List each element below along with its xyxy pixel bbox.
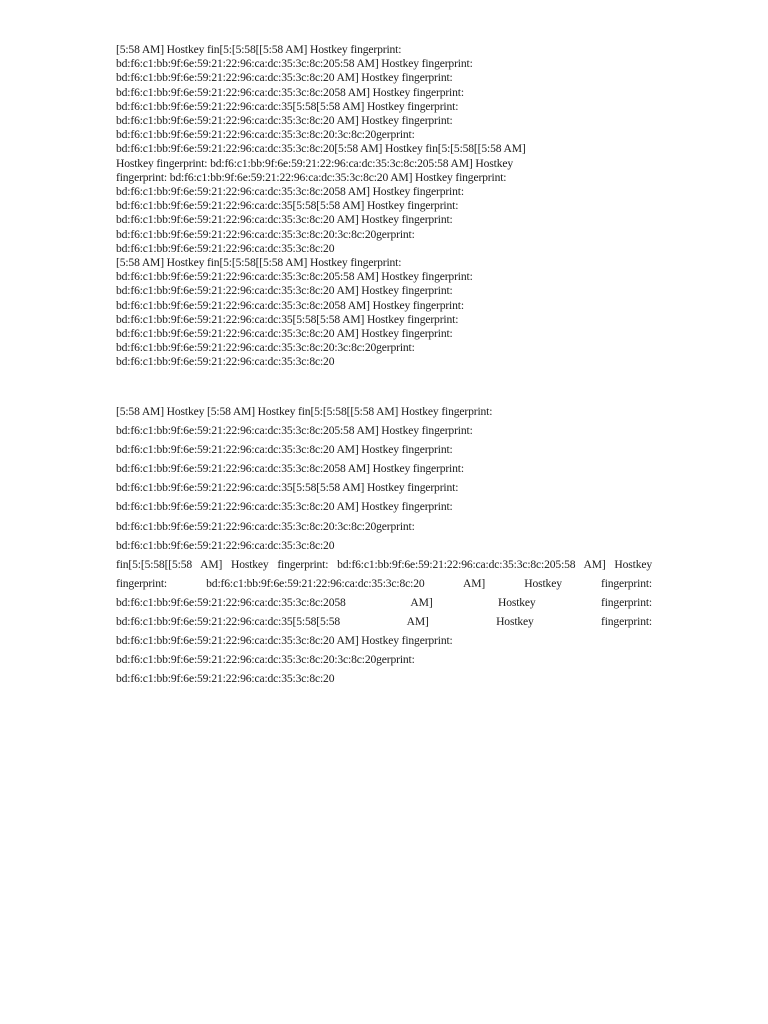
text-line: bd:f6:c1:bb:9f:6e:59:21:22:96:ca:dc:35:3c:8c:20 AM] Hostkey fingerprint:: [116, 71, 453, 85]
text-line: bd:f6:c1:bb:9f:6e:59:21:22:96:ca:dc:35:3c:8c:2058 AM] Hostkey fingerprint:: [116, 462, 464, 476]
text-line: bd:f6:c1:bb:9f:6e:59:21:22:96:ca:dc:35:3c:8c:205:58 AM] Hostkey fingerprint:: [116, 424, 473, 438]
text-line: bd:f6:c1:bb:9f:6e:59:21:22:96:ca:dc:35:3c:8c:20:3c:8c:20gerprint:: [116, 653, 415, 667]
text-line: bd:f6:c1:bb:9f:6e:59:21:22:96:ca:dc:35:3c:8c:205:58 AM] Hostkey fingerprint:: [116, 57, 473, 71]
text-line: bd:f6:c1:bb:9f:6e:59:21:22:96:ca:dc:35[5:58[5:58 AM] Hostkey fingerprint:: [116, 99, 459, 113]
text-line: bd:f6:c1:bb:9f:6e:59:21:22:96:ca:dc:35[5:58[5:58 AM] Hostkey fingerprint:: [116, 199, 459, 213]
text-line: bd:f6:c1:bb:9f:6e:59:21:22:96:ca:dc:35:3c:8c:20[5:58 AM] Hostkey fin[5:[5:58[[5:58 AM]: [116, 142, 526, 156]
text-line: bd:f6:c1:bb:9f:6e:59:21:22:96:ca:dc:35[5:58[5:58 AM] Hostkey fingerprint:: [116, 481, 459, 495]
text-line: bd:f6:c1:bb:9f:6e:59:21:22:96:ca:dc:35:3c:8c:20 AM] Hostkey fingerprint:: [116, 327, 453, 341]
text-line: bd:f6:c1:bb:9f:6e:59:21:22:96:ca:dc:35:3c:8c:20 AM] Hostkey fingerprint:: [116, 114, 453, 128]
text-line: fingerprint: bd:f6:c1:bb:9f:6e:59:21:22:96:ca:dc:35:3c:8c:20 AM] Hostkey fingerprint:: [116, 170, 507, 184]
text-line: bd:f6:c1:bb:9f:6e:59:21:22:96:ca:dc:35:3c:8c:20:3c:8c:20gerprint:: [116, 227, 415, 241]
text-block-spaced: [116, 402, 652, 688]
text-line: bd:f6:c1:bb:9f:6e:59:21:22:96:ca:dc:35:3c:8c:20 AM] Hostkey fingerprint:: [116, 500, 453, 514]
text-line: [5:58 AM] Hostkey fin[5:[5:58[[5:58 AM] Hostkey fingerprint:: [116, 256, 402, 270]
text-line: bd:f6:c1:bb:9f:6e:59:21:22:96:ca:dc:35:3c:8c:20:3c:8c:20gerprint:: [116, 128, 415, 142]
text-line: bd:f6:c1:bb:9f:6e:59:21:22:96:ca:dc:35:3c:8c:20: [116, 538, 335, 552]
text-line: Hostkey fingerprint: bd:f6:c1:bb:9f:6e:59:21:22:96:ca:dc:35:3c:8c:205:58 AM] Hostkey: [116, 156, 513, 170]
text-line: [5:58 AM] Hostkey fin[5:[5:58[[5:58 AM] Hostkey fingerprint:: [116, 43, 402, 56]
text-line: bd:f6:c1:bb:9f:6e:59:21:22:96:ca:dc:35:3c:8c:20 AM] Hostkey fingerprint:: [116, 213, 453, 227]
text-line: [5:58 AM] Hostkey [5:58 AM] Hostkey fin[5:[5:58[[5:58 AM] Hostkey fingerprint:: [116, 405, 493, 418]
text-line: bd:f6:c1:bb:9f:6e:59:21:22:96:ca:dc:35:3c:8c:2058 AM] Hostkey fingerprint:: [116, 298, 464, 312]
text-line: bd:f6:c1:bb:9f:6e:59:21:22:96:ca:dc:35:3c:8c:20: [116, 672, 335, 686]
text-line: bd:f6:c1:bb:9f:6e:59:21:22:96:ca:dc:35[5:58[5:58 AM] Hostkey fingerprint:: [116, 312, 459, 326]
text-line: bd:f6:c1:bb:9f:6e:59:21:22:96:ca:dc:35:3c:8c:20 AM] Hostkey fingerprint:: [116, 284, 453, 298]
justified-paragraph: fin[5:[5:58[[5:58 AM] Hostkey fingerprint: bd:f6:c1:bb:9f:6e:59:21:22:96:ca:dc:35:3c:8c:205:58 AM] Hostkey fingerprint: bd:f6:c1:bb:9f:6e:59:21:22:96:ca:dc:35:3c:8c:20 AM] Hostkey fingerprint: bd:f6:c1:bb:9f:6e:59:21:22:96:ca:dc:35:3c:8c:2058 AM] Hostkey fingerprint: bd:f6:c1:bb:9f:6e:59:21:22:96:ca:dc:35[5:58[5:58 AM] Hostkey fingerprint: bd:f6:c1:bb:9f:6e:59:21:22:96:ca:dc:35:3c:8c:20 AM] Hostkey fingerprint:: [116, 557, 652, 648]
text-line: bd:f6:c1:bb:9f:6e:59:21:22:96:ca:dc:35:3c:8c:20: [116, 241, 335, 255]
text-line: bd:f6:c1:bb:9f:6e:59:21:22:96:ca:dc:35:3c:8c:20: [116, 355, 335, 369]
text-block-compact: [116, 43, 652, 370]
text-line: bd:f6:c1:bb:9f:6e:59:21:22:96:ca:dc:35:3c:8c:20:3c:8c:20gerprint:: [116, 341, 415, 355]
text-line: bd:f6:c1:bb:9f:6e:59:21:22:96:ca:dc:35:3c:8c:2058 AM] Hostkey fingerprint:: [116, 85, 464, 99]
text-line: bd:f6:c1:bb:9f:6e:59:21:22:96:ca:dc:35:3c:8c:205:58 AM] Hostkey fingerprint:: [116, 270, 473, 284]
text-line: bd:f6:c1:bb:9f:6e:59:21:22:96:ca:dc:35:3c:8c:20 AM] Hostkey fingerprint:: [116, 443, 453, 457]
text-line: bd:f6:c1:bb:9f:6e:59:21:22:96:ca:dc:35:3c:8c:20:3c:8c:20gerprint:: [116, 519, 415, 533]
text-line: bd:f6:c1:bb:9f:6e:59:21:22:96:ca:dc:35:3c:8c:2058 AM] Hostkey fingerprint:: [116, 185, 464, 199]
